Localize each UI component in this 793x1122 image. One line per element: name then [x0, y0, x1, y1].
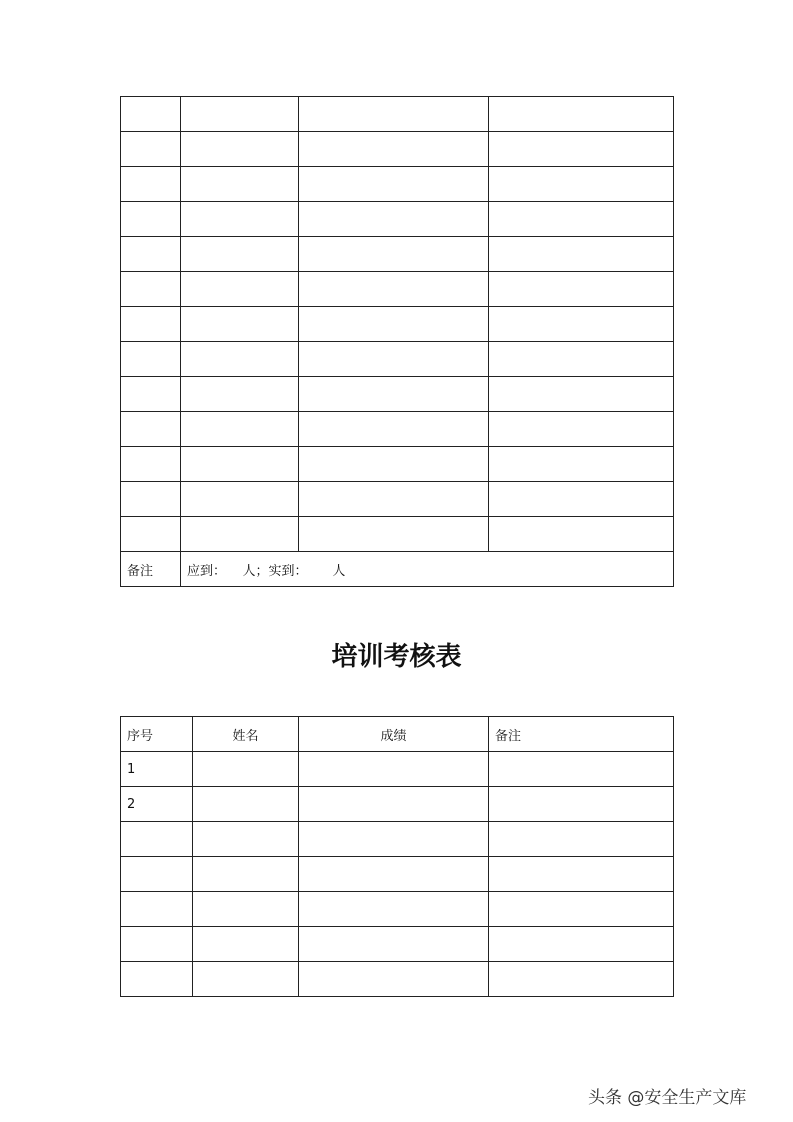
table-cell[interactable] [489, 927, 674, 962]
table-cell[interactable] [299, 97, 489, 132]
table-cell[interactable] [489, 167, 674, 202]
watermark: 头条 @安全生产文库 [588, 1088, 747, 1108]
table-cell[interactable] [299, 167, 489, 202]
table-cell[interactable] [489, 272, 674, 307]
remark-row [121, 552, 674, 587]
table-cell[interactable] [299, 307, 489, 342]
table-cell[interactable] [193, 962, 299, 997]
table-cell[interactable] [489, 342, 674, 377]
table-cell[interactable] [489, 752, 674, 787]
table-row [121, 962, 674, 997]
table-cell[interactable] [181, 307, 299, 342]
table-cell[interactable] [121, 97, 181, 132]
table-cell[interactable] [299, 822, 489, 857]
table-row [121, 822, 674, 857]
table-row [121, 237, 674, 272]
table-cell[interactable] [121, 272, 181, 307]
table-cell[interactable]: 2 [121, 787, 193, 822]
table-cell[interactable] [181, 342, 299, 377]
table-cell[interactable] [121, 237, 181, 272]
table-cell[interactable] [299, 752, 489, 787]
table-row [121, 752, 674, 787]
table-cell[interactable] [181, 377, 299, 412]
table-cell[interactable] [181, 132, 299, 167]
table-row [121, 412, 674, 447]
table-cell[interactable] [299, 272, 489, 307]
table-cell[interactable] [299, 962, 489, 997]
table-cell[interactable] [193, 927, 299, 962]
table-cell[interactable] [299, 342, 489, 377]
header-score: 成绩 [299, 717, 489, 752]
table-row [121, 517, 674, 552]
table-cell[interactable] [181, 447, 299, 482]
remark-label: 备注 [121, 552, 181, 587]
table-cell[interactable] [121, 822, 193, 857]
table-row [121, 97, 674, 132]
table-cell[interactable] [121, 412, 181, 447]
table-cell[interactable] [121, 342, 181, 377]
table-row [121, 482, 674, 517]
table-row [121, 447, 674, 482]
table-cell[interactable] [299, 857, 489, 892]
table-cell[interactable] [181, 237, 299, 272]
table-cell[interactable] [489, 307, 674, 342]
table-cell[interactable] [193, 787, 299, 822]
table-cell[interactable] [121, 202, 181, 237]
table-cell[interactable] [489, 447, 674, 482]
table-cell[interactable] [489, 787, 674, 822]
table-cell[interactable] [181, 272, 299, 307]
table-cell[interactable] [299, 892, 489, 927]
table-cell[interactable] [121, 307, 181, 342]
header-row [121, 717, 674, 752]
table-cell[interactable] [489, 237, 674, 272]
table-row [121, 132, 674, 167]
table-cell[interactable] [299, 237, 489, 272]
table-cell[interactable] [181, 517, 299, 552]
table-cell[interactable] [489, 482, 674, 517]
table-cell[interactable] [489, 132, 674, 167]
table-cell[interactable] [193, 857, 299, 892]
table-cell[interactable] [121, 517, 181, 552]
table-cell[interactable] [121, 377, 181, 412]
table-cell[interactable] [299, 517, 489, 552]
table-cell[interactable] [181, 167, 299, 202]
table-cell[interactable] [489, 412, 674, 447]
table-row [121, 892, 674, 927]
table-cell[interactable] [489, 517, 674, 552]
table-cell[interactable] [489, 97, 674, 132]
table-cell[interactable] [181, 412, 299, 447]
table-cell[interactable] [299, 447, 489, 482]
page-title: 培训考核表 [331, 642, 462, 672]
table-cell[interactable]: 1 [121, 752, 193, 787]
table-cell[interactable] [181, 482, 299, 517]
table-cell[interactable] [121, 447, 181, 482]
table-cell[interactable] [299, 482, 489, 517]
table-row [121, 857, 674, 892]
table-row [121, 202, 674, 237]
remark-text: 应到： 人；实到： 人 [181, 552, 674, 587]
table-cell[interactable] [193, 892, 299, 927]
table-cell[interactable] [121, 892, 193, 927]
table-cell[interactable] [299, 787, 489, 822]
table-cell[interactable] [193, 752, 299, 787]
assessment-table [120, 716, 674, 997]
table-row [121, 377, 674, 412]
table-row [121, 272, 674, 307]
table-cell[interactable] [121, 132, 181, 167]
table-cell[interactable] [299, 412, 489, 447]
header-remark: 备注 [489, 717, 674, 752]
table-row [121, 787, 674, 822]
table-row [121, 307, 674, 342]
table-cell[interactable] [121, 167, 181, 202]
table-cell[interactable] [299, 202, 489, 237]
table-cell[interactable] [121, 857, 193, 892]
table-row [121, 167, 674, 202]
table-cell[interactable] [121, 927, 193, 962]
table-cell[interactable] [181, 202, 299, 237]
table-cell[interactable] [299, 132, 489, 167]
table-row [121, 342, 674, 377]
table-cell[interactable] [489, 892, 674, 927]
table-cell[interactable] [299, 377, 489, 412]
table-cell[interactable] [489, 822, 674, 857]
table-cell[interactable] [489, 377, 674, 412]
table-cell[interactable] [181, 97, 299, 132]
table-cell[interactable] [489, 962, 674, 997]
table-cell[interactable] [121, 482, 181, 517]
header-name: 姓名 [193, 717, 299, 752]
table-cell[interactable] [193, 822, 299, 857]
table-cell[interactable] [489, 857, 674, 892]
table-cell[interactable] [489, 202, 674, 237]
table-cell[interactable] [121, 962, 193, 997]
header-index: 序号 [121, 717, 193, 752]
table-cell[interactable] [299, 927, 489, 962]
attendance-table [120, 96, 674, 587]
table-row [121, 927, 674, 962]
